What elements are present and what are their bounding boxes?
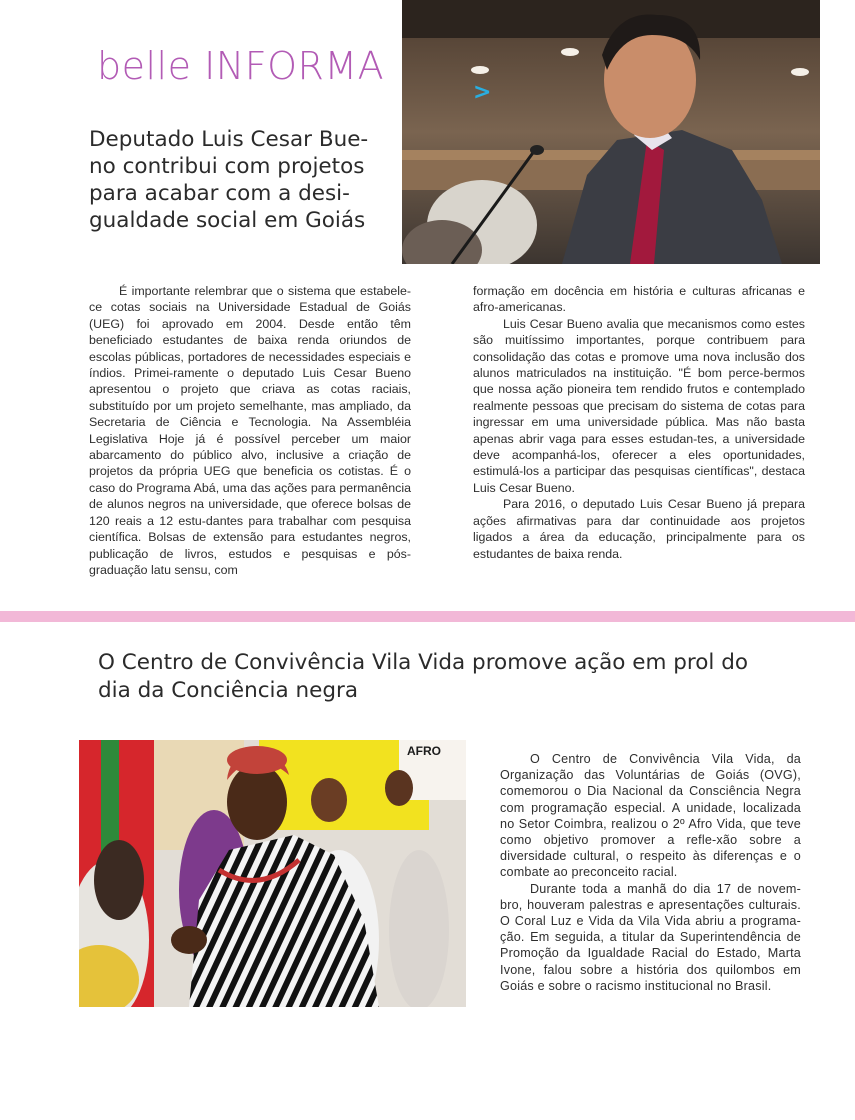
paragraph: O Centro de Convivência Vila Vida, da Organização das Voluntárias de Goiás (OVG), comemorou o Dia Nacional da Consciência Negra com programação especial. A unidade, localizada no Setor Coimbra, realizou o 2º Afro Vida, que teve como objetivo promover a refle-xão sobre a diversidade cultural, o respeito às diferenças e o combate ao preconceito racial. bbox=[500, 752, 801, 880]
headline-line: gualdade social em Goiás bbox=[89, 208, 366, 233]
afro-vida-event-photo bbox=[79, 740, 466, 1007]
paragraph: formação em docência em história e culturas africanas e afro-americanas. bbox=[473, 284, 805, 315]
headline-line: no contribui com projetos bbox=[89, 154, 365, 179]
article1-column-1 bbox=[89, 283, 411, 578]
deputy-speaking-photo bbox=[402, 0, 820, 264]
deputy-photo-illustration bbox=[402, 0, 820, 264]
chevron-right-icon: > bbox=[473, 80, 492, 105]
headline-line: O Centro de Convivência Vila Vida promove ação em prol do bbox=[98, 650, 749, 675]
article1-column-2 bbox=[473, 283, 805, 562]
paragraph: É importante relembrar que o sistema que estabele-ce cotas sociais na Universidade Estadual de Goiás (UEG) foi aprovado em 2004. Desde então têm beneficiado estudantes de baixa renda oriundos de escolas públicas, portadores de necessidades especiais e índios. Primei-ramente o deputado Luis Cesar Bueno apresentou o projeto que criava as cotas raciais, substituído por um projeto semelhante, mas ampliado, da Secretaria de Ciência e Tecnologia. Na Assembléia Legislativa Hoje já é possível perceber um maior abarcamento do público alvo, inclusive a criação de projetos da própria UEG que beneficia os cotistas. É o caso do Programa Abá, uma das ações para permanência de alunos negros na universidade, que oferece bolsas de 120 reais a 12 estu-dantes para trabalhar com pesquisa científica. Bolsas de extensão para estudantes negros, publicação de livros, estudos e pesquisas e pós-graduação latu sensu, com bbox=[89, 284, 411, 577]
article2-headline bbox=[98, 649, 778, 705]
paragraph: Durante toda a manhã do dia 17 de novem-bro, houveram palestras e apresentações culturais. O Coral Luz e Vida da Vila Vida abriu a programa-ção. Em seguida, a titular da Superintendência de Promoção da Igualdade Racial do Estado, Marta Ivone, falou sobre a história dos quilombos em Goiás e sobre o racismo institucional no Brasil. bbox=[500, 881, 801, 993]
article1-headline bbox=[89, 126, 389, 234]
article2-column bbox=[500, 751, 801, 994]
paragraph: Luis Cesar Bueno avalia que mecanismos como estes são muitíssimo importantes, porque contribuem para consolidação das cotas e promove uma nova inclusão dos alunos matriculados na instituição. "É bom perce-bermos que nossa ação pioneira tem rendido frutos e contemplado realmente pessoas que precisam do sistema de cotas para ingressar em uma universidade pública. Mas não basta apenas abrir vaga para esses estudan-tes, a universidade deve acompanhá-los, oferecer a eles oportunidades, estimulá-los a participar das pesquisas científicas", destaca Luis Cesar Bueno. bbox=[473, 316, 805, 495]
headline-line: Deputado Luis Cesar Bue- bbox=[89, 127, 369, 152]
section-divider bbox=[0, 611, 855, 622]
event-photo-illustration bbox=[79, 740, 466, 1007]
paragraph: Para 2016, o deputado Luis Cesar Bueno já prepara ações afirmativas para dar continuidade aos projetos ligados a área da educação, principalmente para os estudantes de baixa renda. bbox=[473, 497, 805, 561]
headline-line: dia da Conciência negra bbox=[98, 678, 359, 703]
magazine-brand: belle INFORMA bbox=[97, 44, 385, 88]
headline-line: para acabar com a desi- bbox=[89, 181, 350, 206]
poster-text: AFRO bbox=[407, 744, 441, 758]
